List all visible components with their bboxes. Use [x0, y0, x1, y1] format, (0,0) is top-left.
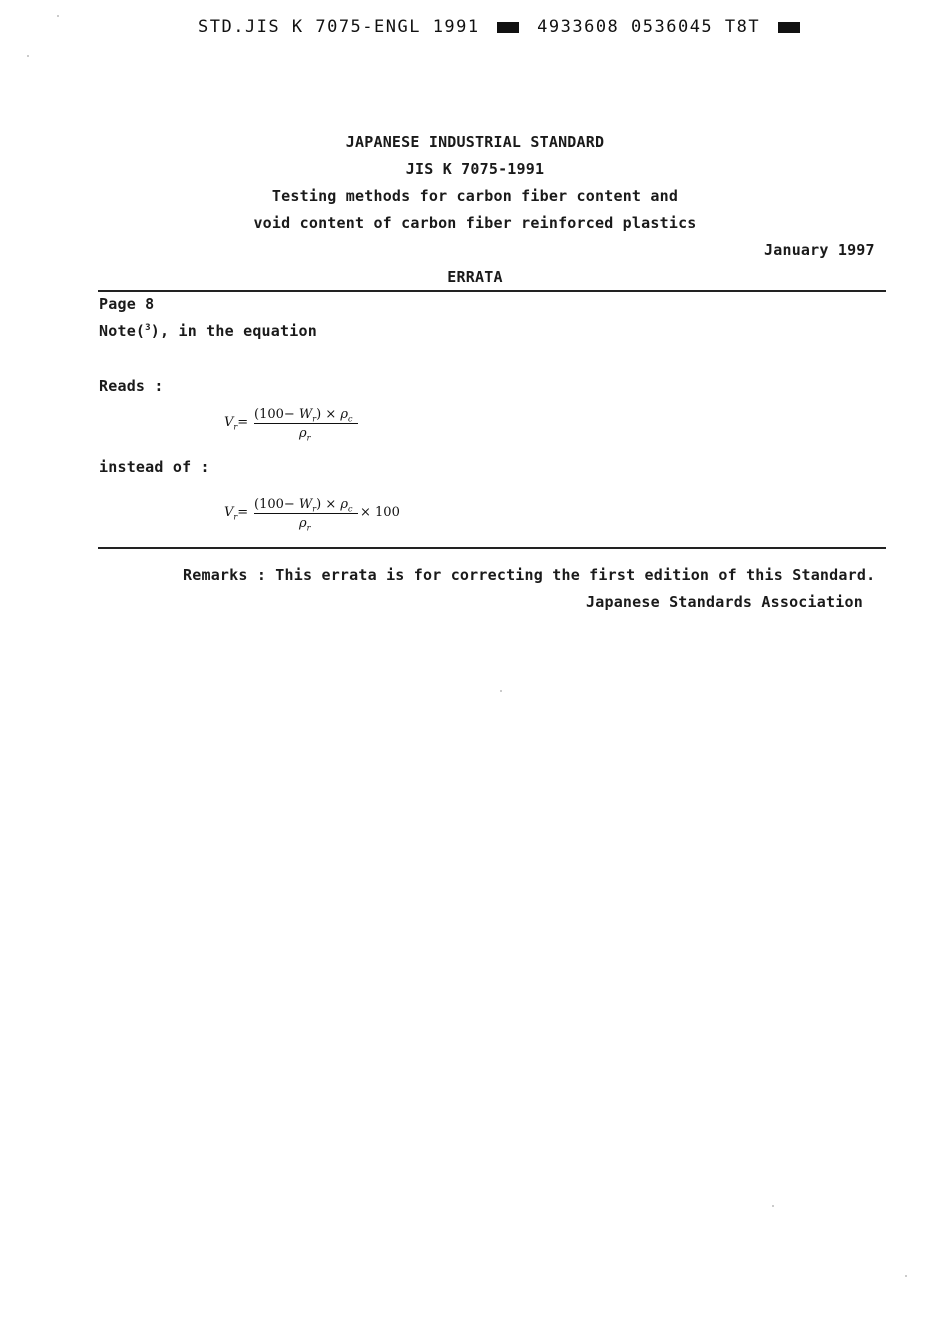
remarks: Remarks : This errata is for correcting the first edition of this Standard.: [183, 566, 876, 584]
instead-of-label: instead of :: [99, 458, 210, 476]
top-divider: [98, 290, 886, 292]
equation-multiplier: × 100: [360, 505, 400, 520]
stamp-right: 4933608 0536045 T8T: [537, 17, 761, 37]
scan-speck: [500, 690, 502, 692]
publisher: Japanese Standards Association: [586, 593, 863, 611]
bottom-divider: [98, 547, 886, 549]
stamp-left: STD.JIS K 7075-ENGL 1991: [198, 17, 480, 37]
equation-lhs: $V_r=$: [224, 505, 249, 522]
header-title-line-1: Testing methods for carbon fiber content and: [271, 187, 679, 205]
scan-speck: [57, 15, 59, 17]
stamp-block-1: [497, 22, 519, 33]
issue-date: January 1997: [764, 241, 875, 259]
scan-speck: [27, 55, 29, 57]
equation-instead-of: $V_r=$ $(100- W_r) \times \rho_c$ $\rho_r$ × 100: [224, 497, 400, 533]
header-title-line-2: void content of carbon fiber reinforced plastics: [253, 214, 697, 232]
equation-lhs: $V_r=$: [224, 415, 249, 432]
errata-title: ERRATA: [447, 268, 503, 286]
header-standard-name: JAPANESE INDUSTRIAL STANDARD: [345, 133, 605, 151]
stamp-block-2: [778, 22, 800, 33]
scan-speck: [905, 1275, 907, 1277]
reads-label: Reads :: [99, 377, 164, 395]
note-reference: Note($^3$), in the equation: [99, 322, 317, 340]
document-stamp: [198, 17, 806, 37]
header-standard-number: JIS K 7075-1991: [405, 160, 545, 178]
page-reference: Page 8: [99, 295, 155, 313]
scan-speck: [772, 1205, 774, 1207]
equation-reads: $V_r=$ $(100- W_r) \times \rho_c$ $\rho_r$: [224, 407, 424, 447]
